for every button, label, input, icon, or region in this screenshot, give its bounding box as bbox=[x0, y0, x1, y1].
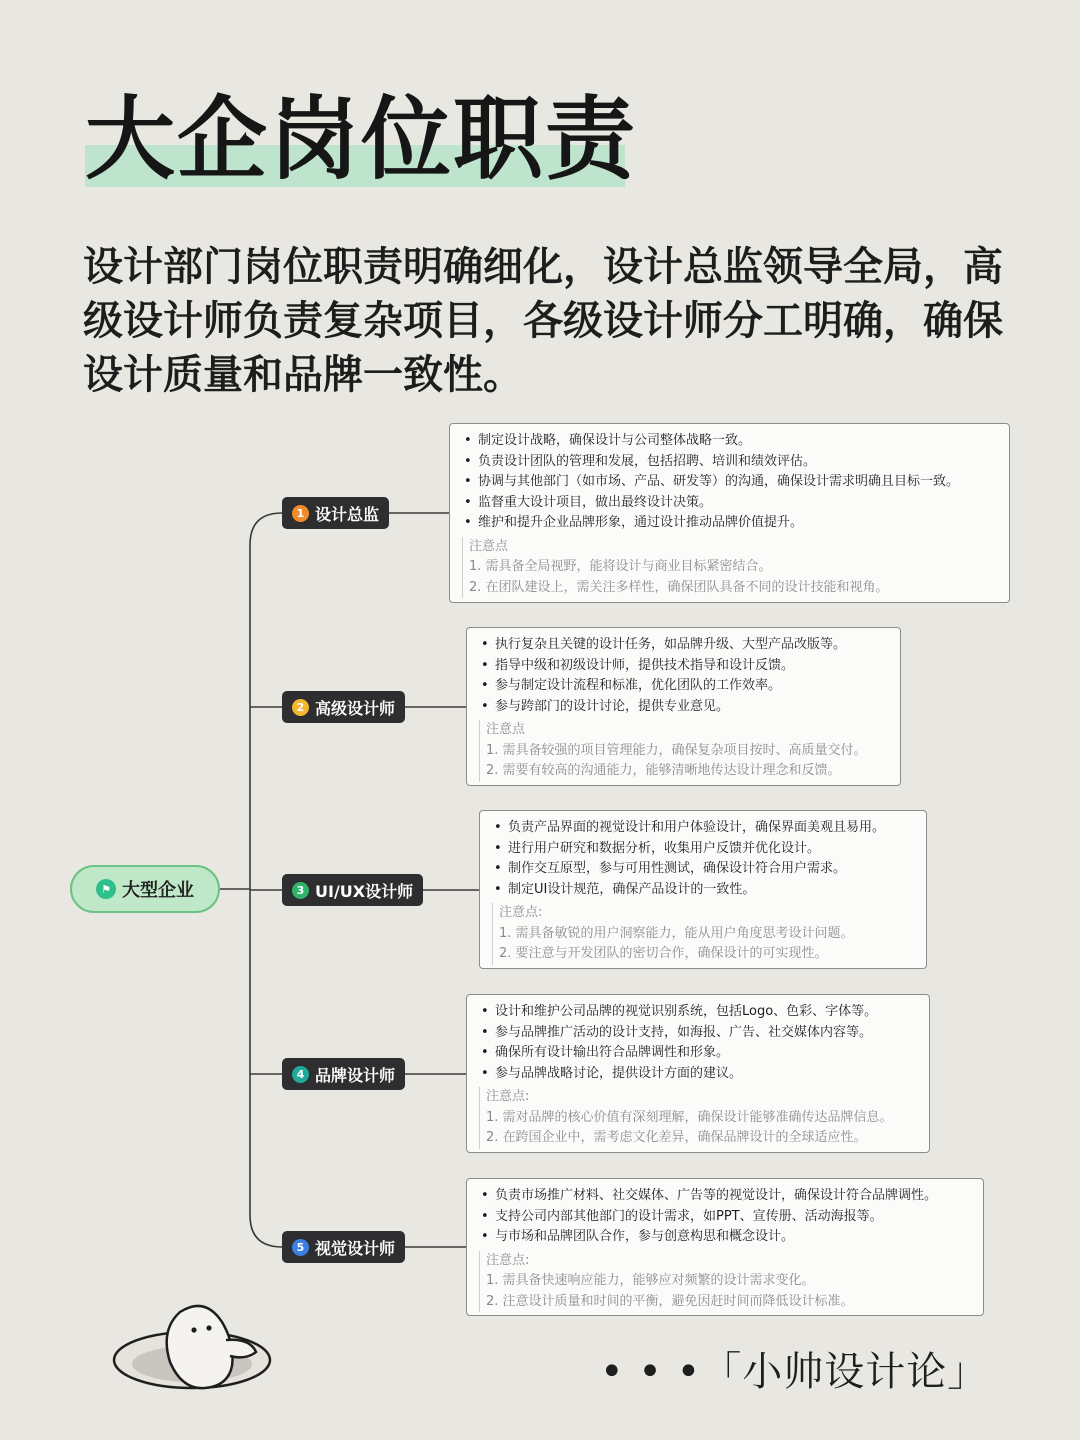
note-item: 2. 要注意与开发团队的密切合作，确保设计的可实现性。 bbox=[499, 946, 828, 961]
note-item: 1. 需对品牌的核心价值有深刻理解，确保设计能够准确传达品牌信息。 bbox=[486, 1109, 893, 1125]
role-node-director[interactable] bbox=[282, 497, 389, 529]
note-item: 2. 注意设计质量和时间的平衡，避免因赶时间而降低设计标准。 bbox=[486, 1293, 854, 1309]
duty-item: • 设计和维护公司品牌的视觉识别系统，包括Logo、色彩、字体等。 bbox=[495, 1002, 917, 1023]
duty-item: • 与市场和品牌团队合作，参与创意构思和概念设计。 bbox=[495, 1227, 971, 1248]
duty-item: • 执行复杂且关键的设计任务，如品牌升级、大型产品改版等。 bbox=[495, 635, 888, 656]
number-badge-3: 3 bbox=[292, 882, 309, 899]
connector-trunk bbox=[250, 513, 282, 1247]
root-node[interactable] bbox=[70, 865, 220, 913]
note-item: 1. 需具备较强的项目管理能力，确保复杂项目按时、高质量交付。 bbox=[486, 742, 867, 758]
role-node-visual-designer[interactable] bbox=[282, 1231, 405, 1263]
note-item: 2. 需要有较高的沟通能力，能够清晰地传达设计理念和反馈。 bbox=[486, 763, 841, 778]
duty-item: • 负责市场推广材料、社交媒体、广告等的视觉设计，确保设计符合品牌调性。 bbox=[495, 1186, 971, 1207]
role-node-uiux-designer[interactable] bbox=[282, 874, 423, 906]
notes-block bbox=[479, 1251, 971, 1313]
notes-title: 注意点: bbox=[499, 905, 543, 920]
duty-box-brand-designer bbox=[466, 994, 930, 1153]
duty-item: • 维护和提升企业品牌形象，通过设计推动品牌价值提升。 bbox=[478, 513, 997, 534]
duty-item: • 进行用户研究和数据分析，收集用户反馈并优化设计。 bbox=[508, 839, 914, 860]
duty-box-uiux-designer bbox=[479, 810, 927, 969]
page-title: 大企岗位职责 bbox=[85, 87, 637, 192]
notes-title: 注意点 bbox=[469, 538, 509, 554]
number-badge-2: 2 bbox=[292, 699, 309, 716]
note-item: 1. 需具备快速响应能力，能够应对频繁的设计需求变化。 bbox=[486, 1273, 815, 1288]
bunny-mascot-icon bbox=[110, 1300, 280, 1400]
page-subtitle: 设计部门岗位职责明确细化，设计总监领导全局，高级设计师负责复杂项目，各级设计师分工明确，确保设计质量和品牌一致性。 bbox=[83, 244, 1003, 398]
duty-item: • 制定UI设计规范，确保产品设计的一致性。 bbox=[508, 880, 914, 901]
notes-title: 注意点 bbox=[486, 722, 526, 737]
notes-block bbox=[462, 537, 997, 599]
notes-block bbox=[479, 1087, 917, 1149]
duty-item: • 参与品牌推广活动的设计支持，如海报、广告、社交媒体内容等。 bbox=[495, 1023, 917, 1044]
duty-item: • 参与制定设计流程和标准，优化团队的工作效率。 bbox=[495, 676, 888, 697]
duty-item: • 协调与其他部门（如市场、产品、研发等）的沟通，确保设计需求明确且目标一致。 bbox=[478, 472, 997, 493]
notes-title: 注意点: bbox=[486, 1089, 530, 1104]
number-badge-4: 4 bbox=[292, 1066, 309, 1083]
role-label: 高级设计师 bbox=[315, 698, 396, 718]
role-label: 品牌设计师 bbox=[315, 1065, 396, 1085]
note-item: 2. 在跨国企业中，需考虑文化差异，确保品牌设计的全球适应性。 bbox=[486, 1130, 867, 1145]
duty-item: • 监督重大设计项目，做出最终设计决策。 bbox=[478, 493, 997, 514]
notes-block bbox=[492, 903, 914, 965]
duty-item: • 参与品牌战略讨论，提供设计方面的建议。 bbox=[495, 1064, 917, 1085]
notes-title: 注意点: bbox=[486, 1252, 530, 1268]
duty-box-visual-designer bbox=[466, 1178, 984, 1316]
duty-box-director bbox=[449, 423, 1010, 603]
role-node-senior-designer[interactable] bbox=[282, 691, 405, 723]
flag-icon: ⚑ bbox=[96, 879, 116, 899]
duty-item: • 制作交互原型，参与可用性测试，确保设计符合用户需求。 bbox=[508, 859, 914, 880]
role-label: UI/UX设计师 bbox=[315, 881, 414, 901]
duty-item: • 负责设计团队的管理和发展，包括招聘、培训和绩效评估。 bbox=[478, 452, 997, 473]
role-label: 视觉设计师 bbox=[315, 1238, 396, 1258]
duty-item: • 确保所有设计输出符合品牌调性和形象。 bbox=[495, 1043, 917, 1064]
duty-item: • 参与跨部门的设计讨论，提供专业意见。 bbox=[495, 697, 888, 718]
notes-block bbox=[479, 720, 888, 782]
root-label: 大型企业 bbox=[122, 880, 194, 901]
note-item: 2. 在团队建设上，需关注多样性，确保团队具备不同的设计技能和视角。 bbox=[469, 579, 889, 595]
duty-box-senior-designer bbox=[466, 627, 901, 786]
signature: • • •「小帅设计论」 bbox=[600, 1349, 989, 1395]
note-item: 1. 需具备全局视野，能将设计与商业目标紧密结合。 bbox=[469, 559, 772, 574]
number-badge-5: 5 bbox=[292, 1239, 309, 1256]
number-badge-1: 1 bbox=[292, 505, 309, 522]
duty-item: • 支持公司内部其他部门的设计需求，如PPT、宣传册、活动海报等。 bbox=[495, 1207, 971, 1228]
role-node-brand-designer[interactable] bbox=[282, 1058, 405, 1090]
duty-item: • 指导中级和初级设计师，提供技术指导和设计反馈。 bbox=[495, 656, 888, 677]
note-item: 1. 需具备敏锐的用户洞察能力，能从用户角度思考设计问题。 bbox=[499, 925, 854, 941]
duty-item: • 制定设计战略，确保设计与公司整体战略一致。 bbox=[478, 431, 997, 452]
role-label: 设计总监 bbox=[315, 504, 380, 524]
duty-item: • 负责产品界面的视觉设计和用户体验设计，确保界面美观且易用。 bbox=[508, 818, 914, 839]
